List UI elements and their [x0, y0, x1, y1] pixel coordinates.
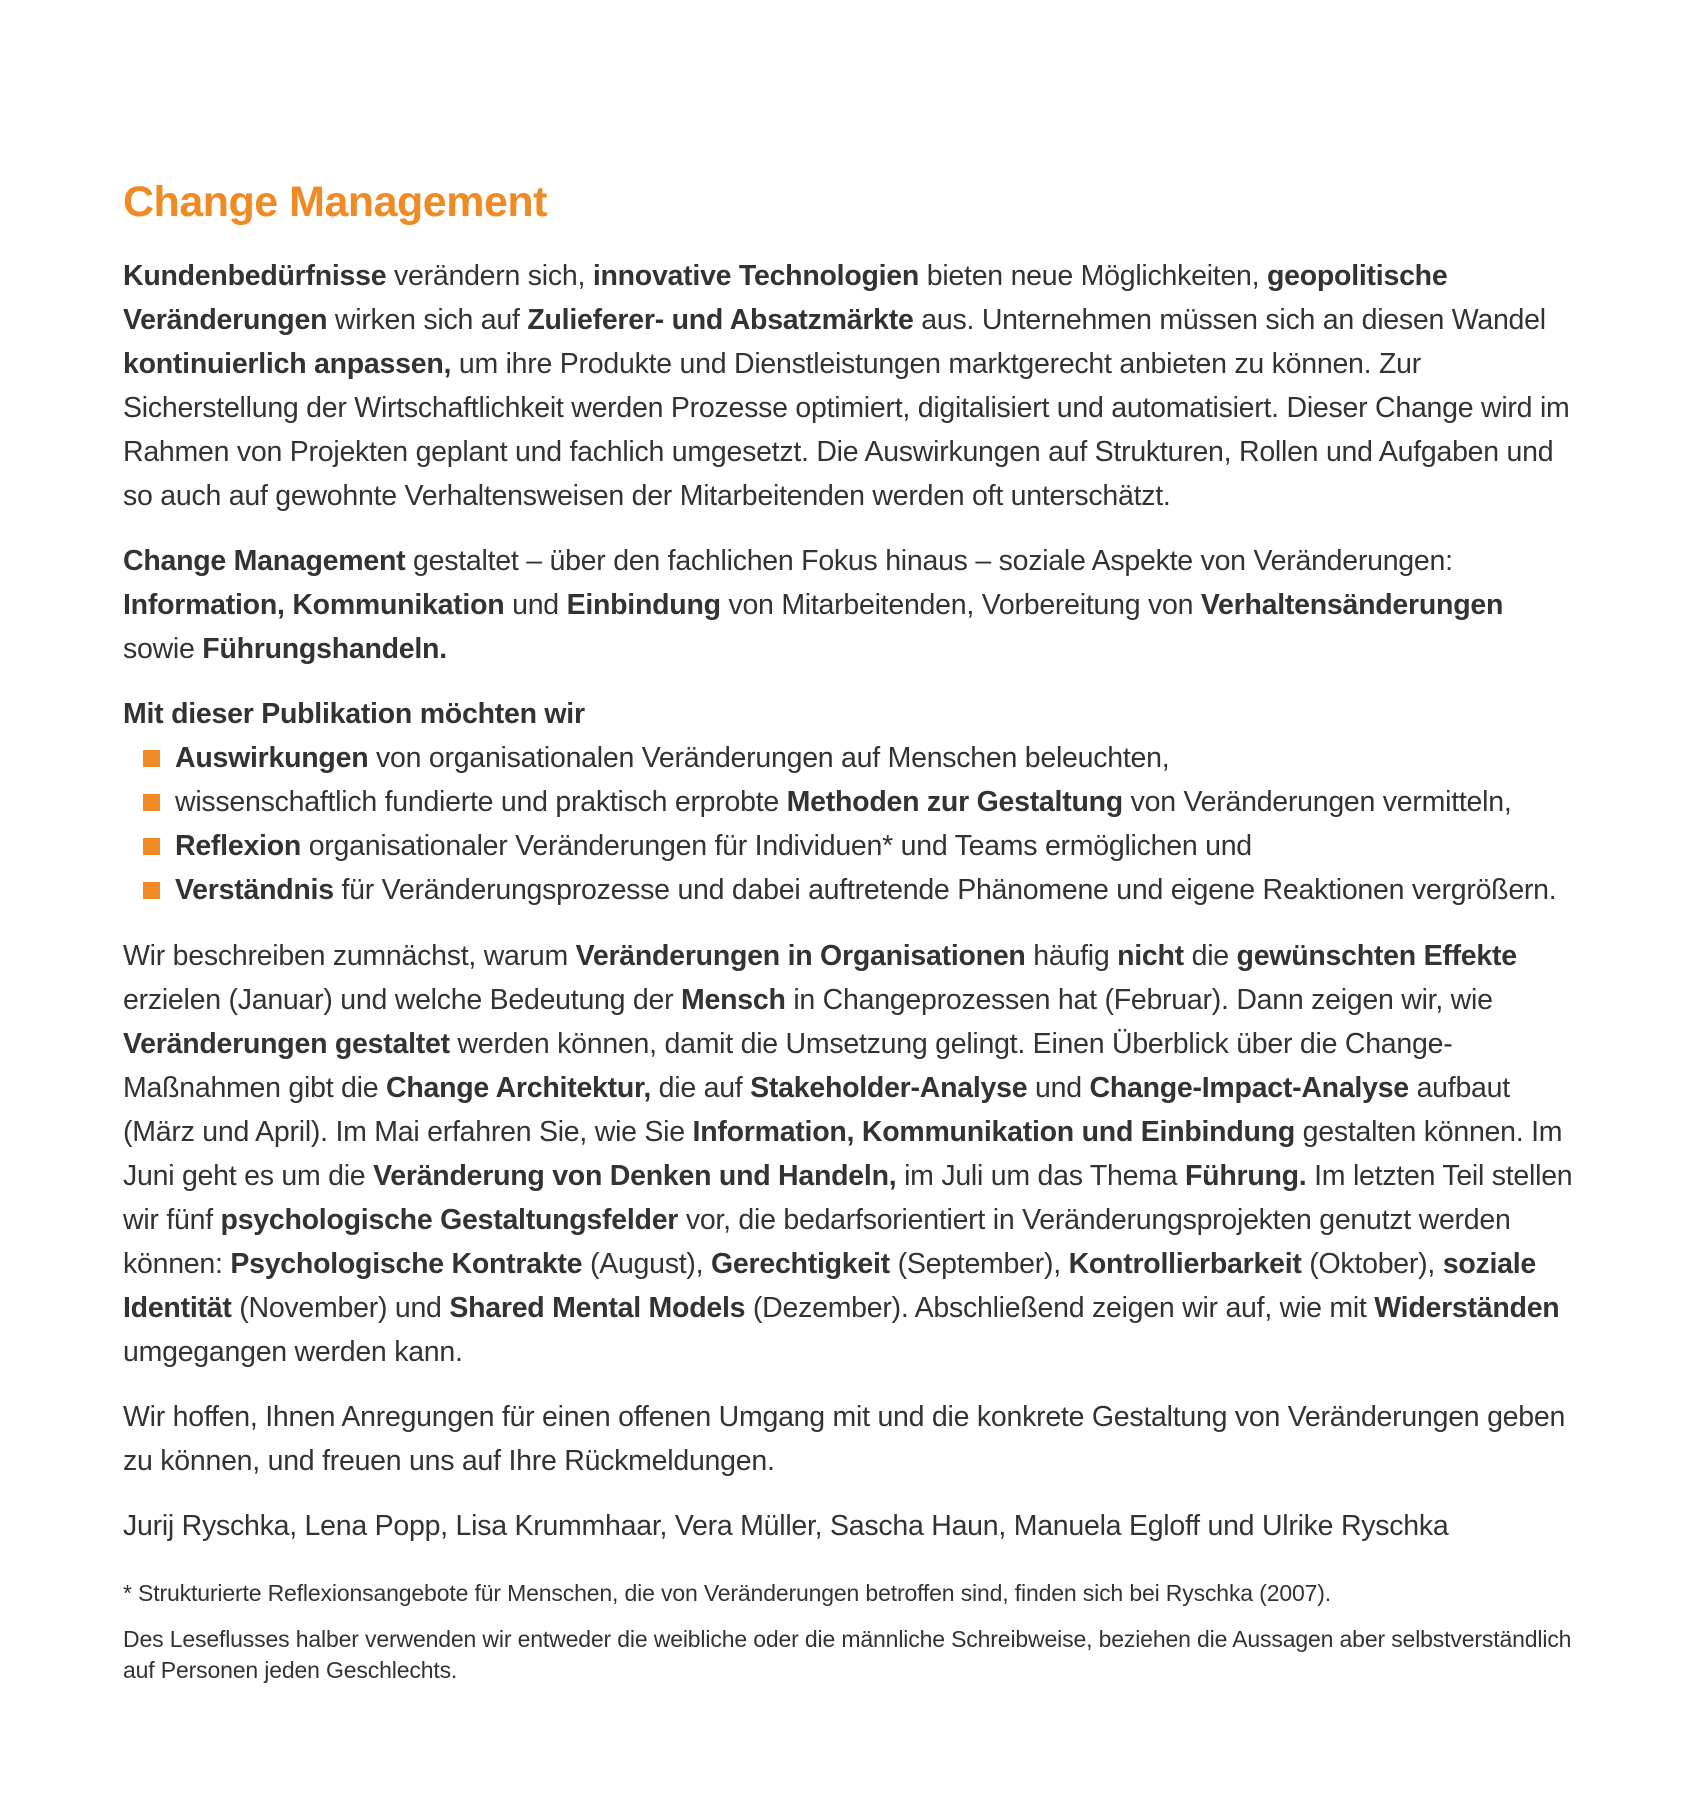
list-item	[123, 736, 1581, 780]
authors-line: Jurij Ryschka, Lena Popp, Lisa Krummhaar, Vera Müller, Sascha Haun, Manuela Egloff und Ulrike Ryschka	[123, 1510, 1449, 1542]
overview-paragraph: Wir beschreiben zumnächst, warum Veränderungen in Organisationen häufig nicht die gewünschten Effekte erzielen (Januar) und welche Bedeutung der Mensch in Changeprozessen hat (Februar). Dann zeigen wir, wie Veränderungen gestaltet werden können, damit die Umsetzung gelingt. Einen Überblick über die Change-Maßnahmen gibt die Change Architektur, die auf Stakeholder-Analyse und Change-Impact-Analyse aufbaut (März und April). Im Mai erfahren Sie, wie Sie Information, Kommunikation und Einbindung gestalten können. Im Juni geht es um die Veränderung von Denken und Handeln, im Juli um das Thema Führung. Im letzten Teil stellen wir fünf psychologische Gestaltungsfelder vor, die bedarfsorientiert in Veränderungsprojekten genutzt werden können: Psychologische Kontrakte (August), Gerechtigkeit (September), Kontrollierbarkeit (Oktober), soziale Identität (November) und Shared Mental Models (Dezember). Abschließend zeigen wir auf, wie mit Widerständen umgegangen werden kann.	[123, 940, 1573, 1368]
bullet-square-icon	[143, 838, 160, 855]
list-item	[123, 780, 1581, 824]
definition-paragraph: Change Management gestaltet – über den fachlichen Fokus hinaus – soziale Aspekte von Veränderungen: Information, Kommunikation und Einbindung von Mitarbeitenden, Vorbereitung von Verhaltensänderungen sowie Führungshandeln.	[123, 545, 1504, 665]
goals-list-intro: Mit dieser Publikation möchten wir	[123, 698, 585, 730]
bullet-square-icon	[143, 794, 160, 811]
list-item-text: wissenschaftlich fundierte und praktisch erprobte Methoden zur Gestaltung von Veränderungen vermitteln,	[175, 786, 1512, 818]
list-item-text: Reflexion organisationaler Veränderungen für Individuen* und Teams ermöglichen und	[175, 830, 1252, 862]
article-content	[123, 176, 1581, 1686]
list-item-text: Verständnis für Veränderungsprozesse und dabei auftretende Phänomene und eigene Reaktionen vergrößern.	[175, 874, 1557, 906]
footnote-gender-note: Des Leseflusses halber verwenden wir entweder die weibliche oder die männliche Schreibweise, beziehen die Aussagen aber selbstverständlich auf Personen jeden Geschlechts.	[123, 1626, 1572, 1683]
bullet-square-icon	[143, 882, 160, 899]
page-title: Change Management	[123, 178, 547, 226]
list-item	[123, 824, 1581, 868]
list-item	[123, 868, 1581, 912]
publication-goals-list	[123, 736, 1581, 912]
footnote-reflexion: * Strukturierte Reflexionsangebote für Menschen, die von Veränderungen betroffen sind, finden sich bei Ryschka (2007).	[123, 1580, 1332, 1606]
list-item-text: Auswirkungen von organisationalen Veränderungen auf Menschen beleuchten,	[175, 742, 1170, 774]
closing-paragraph: Wir hoffen, Ihnen Anregungen für einen offenen Umgang mit und die konkrete Gestaltung von Veränderungen geben zu können, und freuen uns auf Ihre Rückmeldungen.	[123, 1401, 1566, 1477]
bullet-square-icon	[143, 750, 160, 767]
intro-paragraph: Kundenbedürfnisse verändern sich, innovative Technologien bieten neue Möglichkeiten, geopolitische Veränderungen wirken sich auf Zulieferer- und Absatzmärkte aus. Unternehmen müssen sich an diesen Wandel kontinuierlich anpassen, um ihre Produkte und Dienstleistungen marktgerecht anbieten zu können. Zur Sicherstellung der Wirtschaftlichkeit werden Prozesse optimiert, digitalisiert und automatisiert. Dieser Change wird im Rahmen von Projekten geplant und fachlich umgesetzt. Die Auswirkungen auf Strukturen, Rollen und Aufgaben und so auch auf gewohnte Verhaltensweisen der Mitarbeitenden werden oft unterschätzt.	[123, 260, 1570, 512]
